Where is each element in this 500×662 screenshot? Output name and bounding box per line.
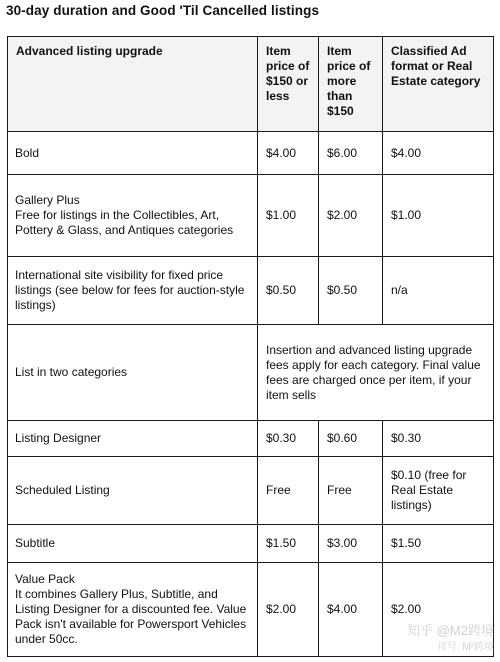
upgrade-name: Listing Designer <box>8 421 258 457</box>
table-row <box>8 325 494 421</box>
upgrade-name: Value Pack It combines Gallery Plus, Subtitle, and Listing Designer for a discounted fee. Value Pack isn't available for Powersport Vehicles under 50cc. <box>8 563 258 657</box>
price-150-or-less: $2.00 <box>258 563 319 657</box>
header-advanced-listing-upgrade: Advanced listing upgrade <box>8 37 258 132</box>
upgrade-name: International site visibility for fixed price listings (see below for fees for auction-style listings) <box>8 257 258 325</box>
upgrade-name: Gallery Plus Free for listings in the Collectibles, Art, Pottery & Glass, and Antiques categories <box>8 175 258 257</box>
price-classified: $1.50 <box>383 525 494 563</box>
price-more-than-150: $4.00 <box>319 563 383 657</box>
price-classified: $4.00 <box>383 132 494 175</box>
table-row <box>8 132 494 175</box>
table-row <box>8 175 494 257</box>
watermark <box>407 622 494 656</box>
watermark-line-1: 知乎 @M2跨境 <box>407 623 494 638</box>
table-header-row <box>8 37 494 132</box>
price-150-or-less: $1.00 <box>258 175 319 257</box>
price-150-or-less: Free <box>258 457 319 525</box>
page-title: 30-day duration and Good 'Til Cancelled listings <box>6 3 320 18</box>
listing-upgrade-fees-table <box>7 36 494 657</box>
table-row <box>8 525 494 563</box>
upgrade-name: Bold <box>8 132 258 175</box>
price-more-than-150: $0.60 <box>319 421 383 457</box>
price-more-than-150: Free <box>319 457 383 525</box>
price-classified: $1.00 <box>383 175 494 257</box>
upgrade-name: Scheduled Listing <box>8 457 258 525</box>
price-more-than-150: $3.00 <box>319 525 383 563</box>
price-150-or-less: $0.50 <box>258 257 319 325</box>
merged-fee-note: Insertion and advanced listing upgrade fees apply for each category. Final value fees are charged once per item, if your item sells <box>258 325 494 421</box>
upgrade-name: List in two categories <box>8 325 258 421</box>
header-price-more-than-150: Item price of more than $150 <box>319 37 383 132</box>
header-classified-real-estate: Classified Ad format or Real Estate category <box>383 37 494 132</box>
header-price-150-or-less: Item price of $150 or less <box>258 37 319 132</box>
price-classified: n/a <box>383 257 494 325</box>
price-classified: $0.30 <box>383 421 494 457</box>
price-150-or-less: $1.50 <box>258 525 319 563</box>
upgrade-name: Subtitle <box>8 525 258 563</box>
price-classified: $0.10 (free for Real Estate listings) <box>383 457 494 525</box>
watermark-line-2: 邦号: M²跨境 <box>436 642 494 653</box>
price-more-than-150: $2.00 <box>319 175 383 257</box>
price-more-than-150: $6.00 <box>319 132 383 175</box>
price-more-than-150: $0.50 <box>319 257 383 325</box>
price-150-or-less: $0.30 <box>258 421 319 457</box>
table-row <box>8 257 494 325</box>
table-row <box>8 457 494 525</box>
price-classified: $2.00 <box>383 563 494 657</box>
table-row <box>8 421 494 457</box>
price-150-or-less: $4.00 <box>258 132 319 175</box>
